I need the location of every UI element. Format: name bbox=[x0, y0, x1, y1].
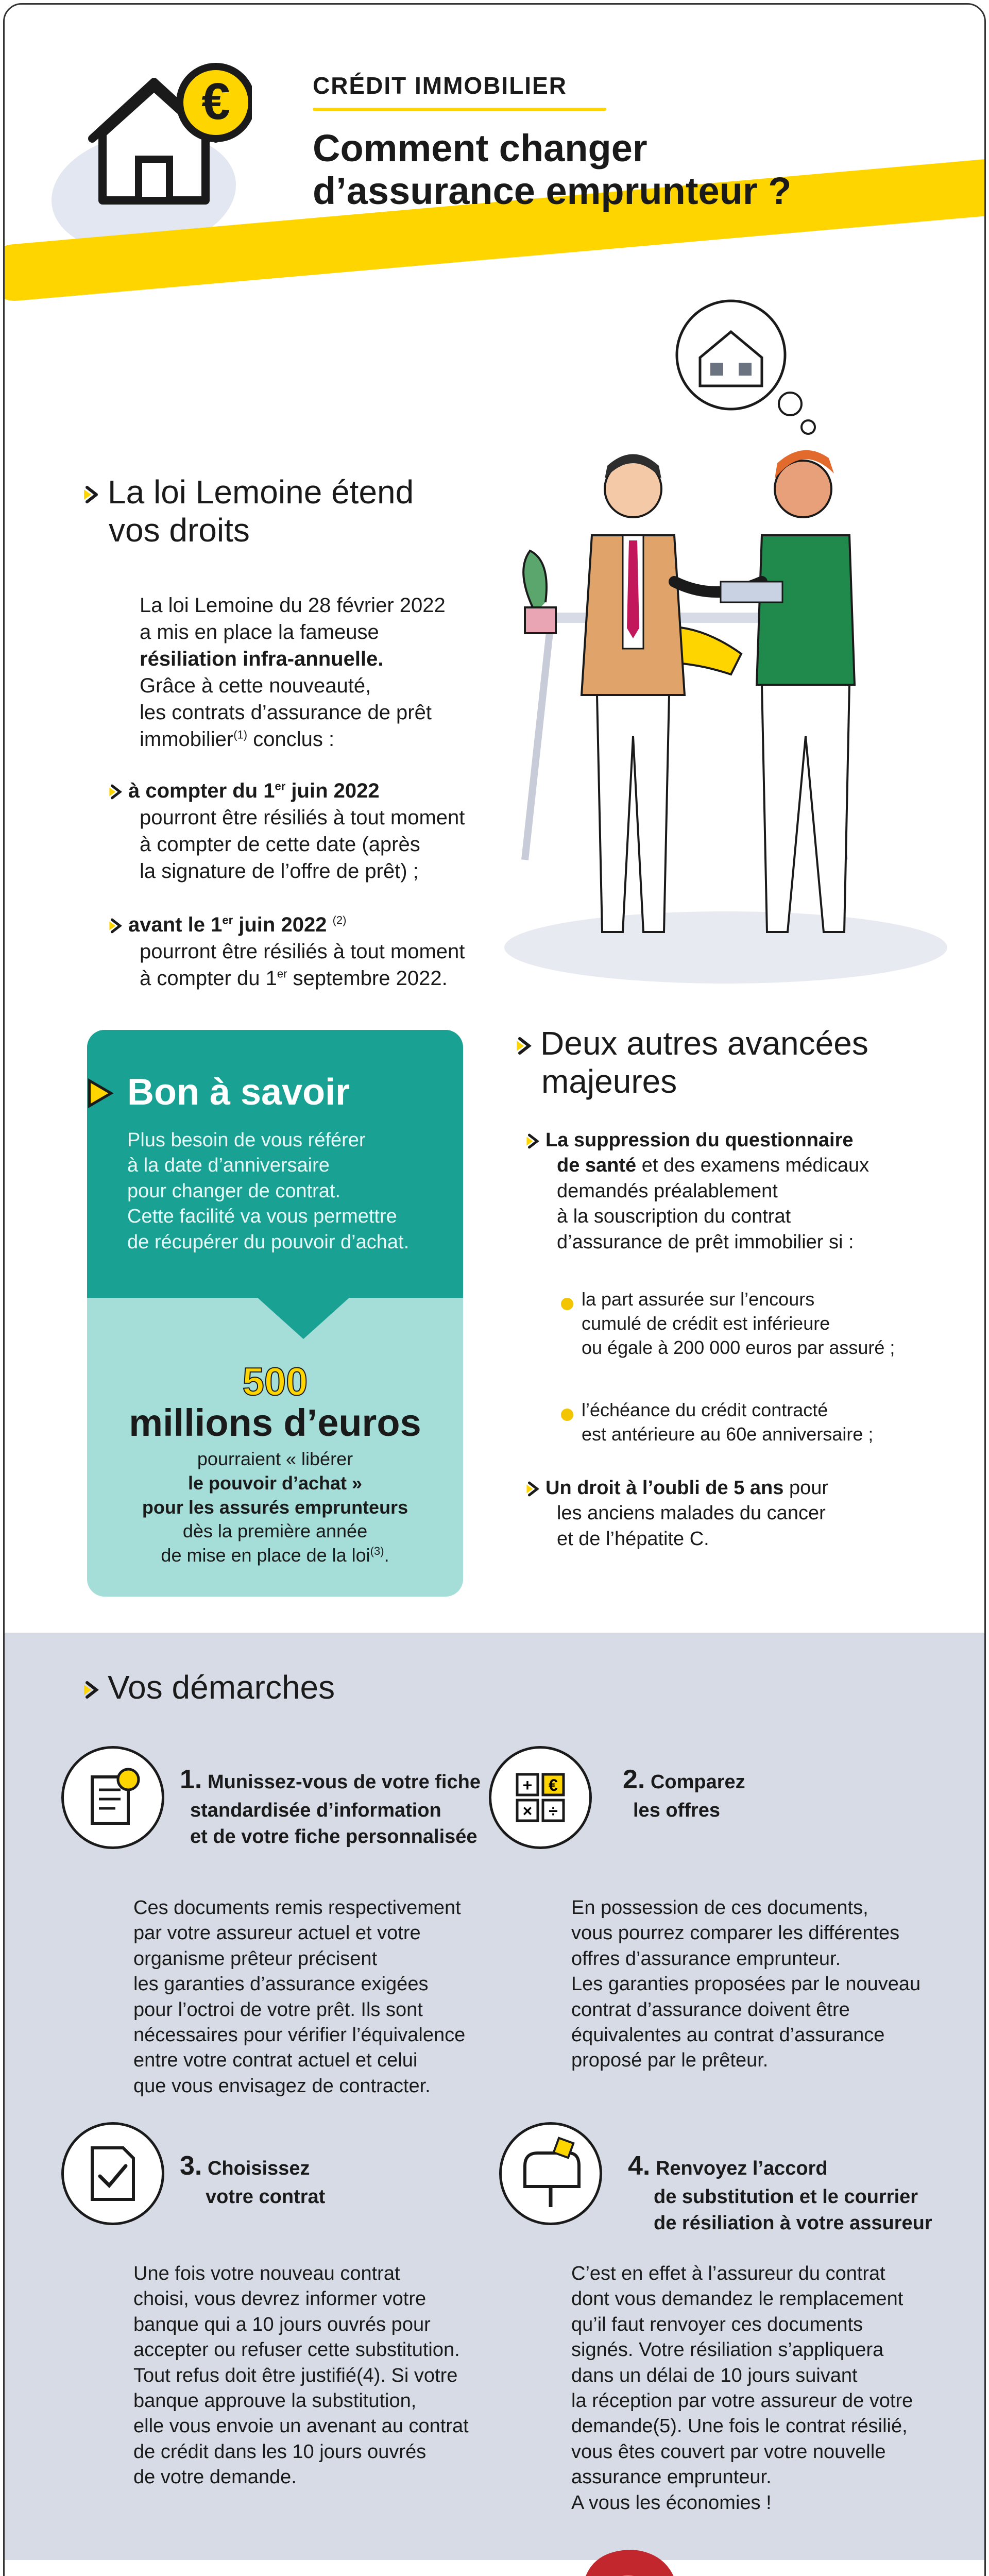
step-line: Ces documents remis respectivement bbox=[133, 1897, 461, 1919]
avancee-2-title: Un droit à l’oubli de 5 ans bbox=[545, 1477, 784, 1499]
step-3-title bbox=[180, 2148, 437, 2210]
header bbox=[5, 5, 984, 324]
sup: er bbox=[222, 913, 233, 927]
lemoine-intro-line: a mis en place la fameuse bbox=[140, 621, 379, 643]
step-1-title bbox=[180, 1761, 509, 1851]
avancee-2-line: les anciens malades du cancer bbox=[557, 1502, 826, 1524]
bon-unit: millions d’euros bbox=[129, 1401, 421, 1444]
avancee-1-line: et des examens médicaux bbox=[636, 1155, 869, 1177]
chevron-right-icon bbox=[108, 783, 125, 801]
bon-title: Bon à savoir bbox=[127, 1072, 350, 1113]
avancees-title bbox=[515, 1025, 868, 1100]
lemoine-intro-line: immobilier bbox=[140, 728, 234, 751]
step-4-title-line: Renvoyez l’accord bbox=[655, 2158, 828, 2179]
bon-card-arrow bbox=[252, 1293, 355, 1339]
svg-text:+: + bbox=[522, 1776, 533, 1794]
bullet-1-title: à compter du 1 bbox=[128, 779, 275, 802]
step-1-badge bbox=[61, 1746, 164, 1849]
step-line: vous êtes couvert par votre nouvelle bbox=[571, 2441, 886, 2463]
sup: er bbox=[277, 967, 287, 980]
document-icon bbox=[64, 1749, 162, 1846]
step-line: demande(5). Une fois le contrat résilié, bbox=[571, 2415, 908, 2437]
step-line: elle vous envoie un avenant au contrat bbox=[133, 2415, 469, 2437]
chevron-right-icon bbox=[515, 1036, 535, 1056]
step-4-text bbox=[571, 2261, 973, 2516]
step-3-title-line: Choisissez bbox=[207, 2158, 310, 2179]
step-line: dont vous demandez le remplacement bbox=[571, 2288, 903, 2310]
bon-detail-line: de mise en place de la loi bbox=[161, 1545, 370, 1566]
infographic-frame bbox=[3, 3, 986, 2576]
lemoine-intro-line: Grâce à cette nouveauté, bbox=[140, 674, 371, 697]
step-number: 1. bbox=[180, 1765, 202, 1794]
step-1-title-line: et de votre fiche personnalisée bbox=[190, 1826, 478, 1848]
bullet-2-line: pourront être résiliés à tout moment bbox=[140, 940, 465, 963]
bon-text bbox=[127, 1128, 447, 1255]
step-line: par votre assureur actuel et votre bbox=[133, 1922, 421, 1944]
lemoine-title-line-2: vos droits bbox=[109, 511, 250, 549]
bon-text-line: Plus besoin de vous référer bbox=[127, 1129, 366, 1151]
chevron-right-icon bbox=[82, 484, 103, 505]
bullet-2-title-end: juin 2022 bbox=[233, 913, 327, 936]
step-line: qu’il faut renvoyer ces documents bbox=[571, 2313, 863, 2335]
footnote-ref: (3) bbox=[370, 1545, 384, 1558]
bon-text-line: pour changer de contrat. bbox=[127, 1180, 341, 1202]
bon-detail-line: le pouvoir d’achat » bbox=[187, 1472, 363, 1494]
step-1-title-line: Munissez-vous de votre fiche bbox=[207, 1771, 481, 1793]
bon-detail-line: pour les assurés emprunteurs bbox=[142, 1496, 408, 1518]
step-line: la réception par votre assureur de votre bbox=[571, 2389, 913, 2412]
bullet-dot bbox=[561, 1298, 573, 1310]
step-line: accepter ou refuser cette substitution. bbox=[133, 2339, 460, 2361]
step-number: 3. bbox=[180, 2151, 202, 2181]
demarches-title-text: Vos démarches bbox=[108, 1669, 335, 1706]
checklist-icon bbox=[64, 2125, 162, 2223]
step-line: Une fois votre nouveau contrat bbox=[133, 2263, 400, 2284]
house-euro-icon bbox=[87, 61, 252, 211]
bon-detail-line: . bbox=[384, 1545, 389, 1566]
lemoine-intro-highlight: résiliation infra-annuelle. bbox=[140, 648, 384, 670]
step-line: Tout refus doit être justifié(4). Si votre bbox=[133, 2364, 458, 2386]
step-number: 2. bbox=[623, 1765, 645, 1794]
step-line: contrat d’assurance doivent être bbox=[571, 1998, 850, 2021]
kicker-underline bbox=[313, 108, 606, 111]
kicker: CRÉDIT IMMOBILIER bbox=[313, 72, 567, 99]
avancee-2-line: et de l’hépatite C. bbox=[557, 1528, 709, 1550]
mailbox-icon bbox=[502, 2125, 600, 2223]
step-line: A vous les économies ! bbox=[571, 2492, 772, 2514]
step-2-title-line: les offres bbox=[633, 1800, 720, 1822]
avancees-title-line-1: Deux autres avancées bbox=[540, 1025, 868, 1062]
step-line: entre votre contrat actuel et celui bbox=[133, 2049, 418, 2072]
step-line: que vous envisagez de contracter. bbox=[133, 2075, 431, 2097]
step-line: dans un délai de 10 jours suivant bbox=[571, 2364, 858, 2386]
avancee-1-title-end: de santé bbox=[557, 1155, 637, 1177]
condition-1 bbox=[582, 1287, 952, 1360]
step-4-title-line: de substitution et le courrier bbox=[654, 2186, 918, 2208]
footnote-ref: (1) bbox=[233, 728, 248, 741]
bon-detail-line: dès la première année bbox=[182, 1520, 368, 1542]
step-3-badge bbox=[61, 2122, 164, 2225]
step-line: choisi, vous devrez informer votre bbox=[133, 2288, 427, 2310]
bullet-1-line: la signature de l’offre de prêt) ; bbox=[140, 860, 419, 883]
condition-1-line: ou égale à 200 000 euros par assuré ; bbox=[582, 1336, 895, 1358]
step-line: En possession de ces documents, bbox=[571, 1897, 868, 1919]
chevron-right-icon bbox=[108, 917, 125, 935]
step-2-text bbox=[571, 1895, 963, 2074]
step-line: de votre demande. bbox=[133, 2466, 297, 2488]
lemoine-title-line-1: La loi Lemoine étend bbox=[108, 473, 414, 511]
step-2-title-line: Comparez bbox=[650, 1771, 745, 1793]
bon-text-line: à la date d’anniversaire bbox=[127, 1155, 330, 1177]
avancee-1-line: à la souscription du contrat bbox=[557, 1206, 791, 1228]
bon-text-line: Cette facilité va vous permettre bbox=[127, 1206, 397, 1228]
condition-1-line: cumulé de crédit est inférieure bbox=[582, 1312, 830, 1334]
step-line: organisme prêteur précisent bbox=[133, 1947, 378, 1970]
condition-2-line: est antérieure au 60e anniversaire ; bbox=[582, 1423, 874, 1445]
lemoine-intro-line: les contrats d’assurance de prêt bbox=[140, 701, 432, 724]
sup: er bbox=[275, 779, 286, 793]
svg-text:€: € bbox=[201, 73, 230, 130]
svg-text:÷: ÷ bbox=[549, 1802, 558, 1820]
bon-a-savoir-card bbox=[87, 1030, 463, 1597]
demarches-title bbox=[82, 1669, 335, 1707]
step-line: assurance emprunteur. bbox=[571, 2466, 772, 2488]
step-4-title bbox=[628, 2148, 958, 2237]
avancee-2 bbox=[525, 1476, 958, 1552]
bullet-2-line: septembre 2022. bbox=[287, 967, 448, 990]
step-4-badge bbox=[499, 2122, 602, 2225]
family-house-illustration bbox=[139, 2529, 777, 2576]
svg-text:×: × bbox=[522, 1802, 533, 1820]
bullet-dot bbox=[561, 1409, 573, 1421]
condition-2 bbox=[582, 1398, 952, 1447]
step-4-title-line: de résiliation à votre assureur bbox=[654, 2212, 932, 2234]
avancees-title-line-2: majeures bbox=[541, 1062, 677, 1100]
chevron-right-icon bbox=[82, 1680, 103, 1700]
step-line: proposé par le prêteur. bbox=[571, 2049, 769, 2072]
bon-detail-line: pourraient « libérer bbox=[197, 1448, 353, 1469]
lemoine-title bbox=[82, 473, 414, 549]
step-1-text bbox=[133, 1895, 515, 2099]
step-number: 4. bbox=[628, 2151, 651, 2181]
bon-text-line: de récupérer du pouvoir d’achat. bbox=[127, 1231, 410, 1253]
avancee-1-line: demandés préalablement bbox=[557, 1180, 778, 1202]
bon-amount: 500 bbox=[242, 1360, 308, 1404]
step-line: équivalentes au contrat d’assurance bbox=[571, 2024, 885, 2046]
avancee-1-line: d’assurance de prêt immobilier si : bbox=[557, 1231, 854, 1253]
bullet-1-line: à compter de cette date (après bbox=[140, 833, 420, 856]
lemoine-intro-line: La loi Lemoine du 28 février 2022 bbox=[140, 594, 446, 617]
step-line: C’est en effet à l’assureur du contrat bbox=[571, 2263, 885, 2284]
avancee-1 bbox=[525, 1128, 958, 1255]
avancee-1-title: La suppression du questionnaire bbox=[545, 1129, 854, 1151]
avancee-2-line: pour bbox=[783, 1477, 829, 1499]
step-line: signés. Votre résiliation s’appliquera bbox=[571, 2339, 884, 2361]
chevron-right-icon bbox=[87, 1075, 120, 1111]
step-2-badge bbox=[489, 1746, 592, 1849]
step-3-text bbox=[133, 2261, 525, 2490]
step-line: vous pourrez comparer les différentes bbox=[571, 1922, 900, 1944]
lemoine-intro bbox=[140, 592, 490, 753]
lemoine-bullet-2 bbox=[108, 911, 499, 992]
handshake-illustration bbox=[494, 293, 947, 984]
chevron-right-icon bbox=[525, 1132, 542, 1150]
bon-detail bbox=[118, 1447, 432, 1568]
step-line: nécessaires pour vérifier l’équivalence bbox=[133, 2024, 466, 2046]
page-title bbox=[313, 127, 879, 213]
bullet-2-title: avant le 1 bbox=[128, 913, 223, 936]
bullet-1-title-end: juin 2022 bbox=[285, 779, 380, 802]
step-line: Les garanties proposées par le nouveau bbox=[571, 1973, 921, 1995]
footnote-ref: (2) bbox=[332, 913, 347, 927]
step-line: de crédit dans les 10 jours ouvrés bbox=[133, 2441, 427, 2463]
title-line-2: d’assurance emprunteur ? bbox=[313, 169, 792, 212]
calculator-icon bbox=[491, 1749, 589, 1846]
step-line: offres d’assurance emprunteur. bbox=[571, 1947, 841, 1970]
svg-text:€: € bbox=[549, 1776, 558, 1794]
lemoine-bullet-1 bbox=[108, 777, 489, 885]
step-3-title-line: votre contrat bbox=[206, 2186, 326, 2208]
chevron-right-icon bbox=[525, 1480, 542, 1498]
lemoine-intro-line: conclus : bbox=[247, 728, 335, 751]
step-2-title bbox=[623, 1761, 911, 1824]
step-line: les garanties d’assurance exigées bbox=[133, 1973, 429, 1995]
step-line: banque qui a 10 jours ouvrés pour bbox=[133, 2313, 431, 2335]
title-line-1: Comment changer bbox=[313, 127, 647, 170]
condition-1-line: la part assurée sur l’encours bbox=[582, 1289, 815, 1310]
bullet-1-line: pourront être résiliés à tout moment bbox=[140, 806, 465, 829]
step-1-title-line: standardisée d’information bbox=[190, 1800, 441, 1822]
condition-2-line: l’échéance du crédit contracté bbox=[582, 1399, 828, 1420]
step-line: banque approuve la substitution, bbox=[133, 2389, 417, 2412]
bullet-2-line: à compter du 1 bbox=[140, 967, 277, 990]
step-line: pour l’octroi de votre prêt. Ils sont bbox=[133, 1998, 423, 2021]
